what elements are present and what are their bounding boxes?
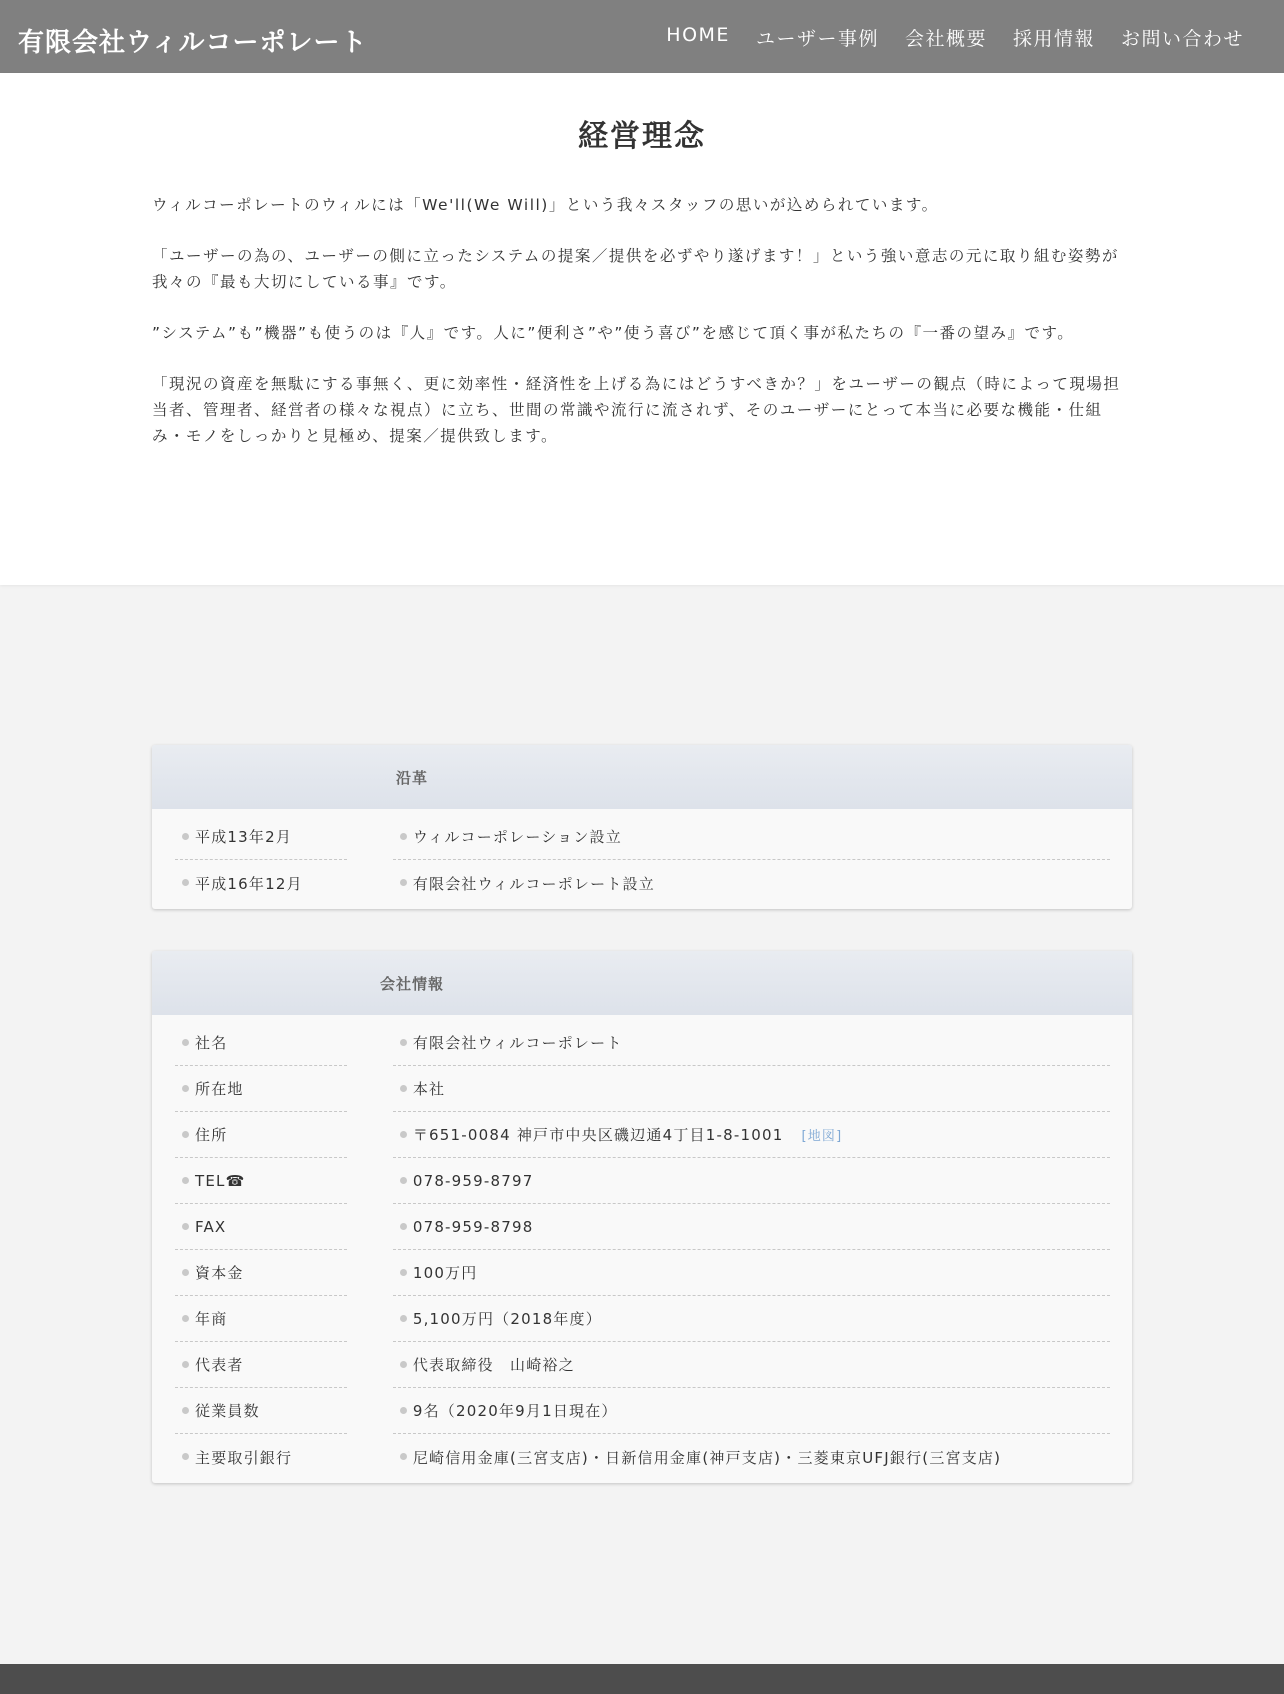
company-row	[175, 1020, 1110, 1066]
history-card-header	[152, 745, 1132, 809]
company-label: FAX	[175, 1204, 347, 1250]
page-title: 経営理念	[578, 119, 706, 154]
bullet-icon	[400, 1223, 407, 1230]
company-label: 住所	[175, 1112, 347, 1158]
nav-contact[interactable]: お問い合わせ	[1120, 28, 1244, 50]
nav-recruitment[interactable]: 採用情報	[1012, 28, 1095, 50]
philosophy-paragraph: ”システム”も”機器”も使うのは『人』です。人に”便利さ”や”使う喜び”を感じて頂く事が私たちの『一番の望み』です。	[152, 324, 1075, 342]
history-title: 沿革	[395, 769, 428, 787]
philosophy-paragraph: 「ユーザーの為の、ユーザーの側に立ったシステムの提案／提供を必ずやり遂げます！」という強い意志の元に取り組む姿勢が我々の『最も大切にしている事』です。	[152, 247, 1119, 291]
site-logo[interactable]: 有限会社ウィルコーポレート	[18, 28, 368, 58]
bullet-icon	[400, 1453, 407, 1460]
nav-user-cases[interactable]: ユーザー事例	[755, 28, 879, 50]
bullet-icon	[182, 1315, 189, 1322]
bullet-icon	[182, 1223, 189, 1230]
company-label: 主要取引銀行	[175, 1434, 347, 1480]
company-value: 本社	[393, 1066, 1110, 1112]
company-value: 〒651-0084 神戸市中央区磯辺通4丁目1-8-1001 [地図]	[393, 1112, 1110, 1158]
company-row	[175, 1342, 1110, 1388]
nav-company-profile[interactable]: 会社概要	[904, 28, 987, 50]
philosophy-paragraph: 「現況の資産を無駄にする事無く、更に効率性・経済性を上げる為にはどうすべきか？」をユーザーの観点（時によって現場担当者、管理者、経営者の様々な視点）に立ち、世間の常識や流行に流されず、そのユーザーにとって本当に必要な機能・仕組み・モノをしっかりと見極め、提案／提供致します。	[152, 375, 1121, 445]
company-row	[175, 1388, 1110, 1434]
company-info-title: 会社情報	[379, 975, 444, 993]
company-value: 有限会社ウィルコーポレート	[393, 1020, 1110, 1066]
company-value: 078-959-8798	[393, 1204, 1110, 1250]
company-label: 社名	[175, 1020, 347, 1066]
bullet-icon	[182, 1269, 189, 1276]
bullet-icon	[182, 1085, 189, 1092]
bullet-icon	[182, 1361, 189, 1368]
philosophy-text	[152, 192, 1122, 474]
bullet-icon	[400, 1177, 407, 1184]
company-label: 資本金	[175, 1250, 347, 1296]
company-value: 100万円	[393, 1250, 1110, 1296]
bullet-icon	[400, 1269, 407, 1276]
bullet-icon	[182, 1407, 189, 1414]
bullet-icon	[400, 1315, 407, 1322]
site-header	[0, 0, 1284, 73]
company-row	[175, 1250, 1110, 1296]
bullet-icon	[182, 1039, 189, 1046]
company-value: 尼崎信用金庫(三宮支店)・日新信用金庫(神戸支店)・三菱東京UFJ銀行(三宮支店)	[393, 1434, 1110, 1480]
history-date: 平成13年2月	[175, 814, 347, 860]
history-row	[175, 814, 1110, 860]
history-event: 有限会社ウィルコーポレート設立	[393, 860, 1110, 906]
company-row	[175, 1066, 1110, 1112]
bullet-icon	[400, 1361, 407, 1368]
company-row	[175, 1434, 1110, 1480]
bullet-icon	[400, 1131, 407, 1138]
nav-home[interactable]: HOME	[666, 24, 730, 46]
history-row	[175, 860, 1110, 906]
history-event: ウィルコーポレーション設立	[393, 814, 1110, 860]
bullet-icon	[400, 1085, 407, 1092]
company-row	[175, 1158, 1110, 1204]
company-value: 9名（2020年9月1日現在）	[393, 1388, 1110, 1434]
company-value: 5,100万円（2018年度）	[393, 1296, 1110, 1342]
site-footer	[0, 1664, 1284, 1694]
company-label: 代表者	[175, 1342, 347, 1388]
company-value: 代表取締役 山崎裕之	[393, 1342, 1110, 1388]
company-value: 078-959-8797	[393, 1158, 1110, 1204]
bullet-icon	[182, 879, 189, 886]
history-date: 平成16年12月	[175, 860, 347, 906]
bullet-icon	[182, 1177, 189, 1184]
main-nav	[666, 24, 1244, 51]
company-label: 従業員数	[175, 1388, 347, 1434]
company-info-card	[152, 951, 1132, 1483]
company-row	[175, 1204, 1110, 1250]
bullet-icon	[400, 833, 407, 840]
company-label: TEL☎	[175, 1158, 347, 1204]
philosophy-paragraph: ウィルコーポレートのウィルには「We'll(We Will)」という我々スタッフの思いが込められています。	[152, 196, 939, 214]
bullet-icon	[182, 833, 189, 840]
company-row	[175, 1296, 1110, 1342]
bullet-icon	[400, 1407, 407, 1414]
bullet-icon	[400, 879, 407, 886]
company-row	[175, 1112, 1110, 1158]
bullet-icon	[182, 1131, 189, 1138]
bullet-icon	[182, 1453, 189, 1460]
company-card-header	[152, 951, 1132, 1015]
bullet-icon	[400, 1039, 407, 1046]
map-link[interactable]: [地図]	[801, 1129, 843, 1144]
history-card	[152, 745, 1132, 909]
company-label: 年商	[175, 1296, 347, 1342]
company-label: 所在地	[175, 1066, 347, 1112]
philosophy-section	[0, 73, 1284, 585]
